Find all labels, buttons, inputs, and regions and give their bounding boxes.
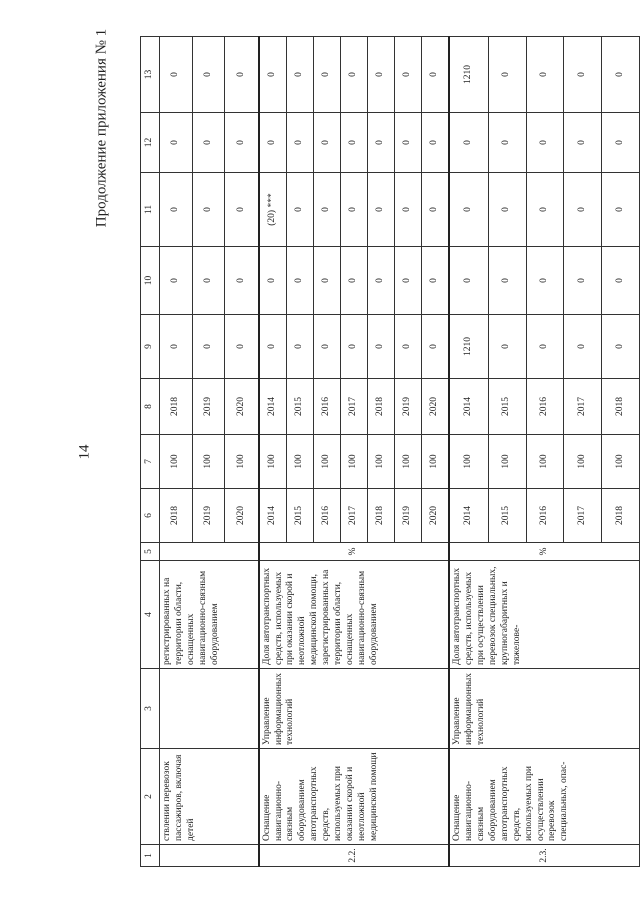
value-cell: 2020 — [422, 489, 450, 543]
col-header: 5 — [141, 543, 160, 561]
value-cell: 2019 — [192, 489, 225, 543]
value-cell: 2017 — [564, 379, 602, 435]
value-cell: 2018 — [160, 489, 193, 543]
table-row — [160, 37, 193, 867]
value-cell: 1210 — [449, 315, 488, 379]
value-cell: 100 — [287, 435, 314, 489]
value-cell: 100 — [395, 435, 422, 489]
value-cell: 2016 — [314, 489, 341, 543]
value-cell: 0 — [225, 315, 259, 379]
value-cell: 0 — [160, 247, 193, 315]
value-cell: 0 — [225, 37, 259, 113]
value-cell: 2018 — [602, 379, 640, 435]
value-cell: 0 — [564, 173, 602, 247]
value-cell: 2020 — [225, 379, 259, 435]
value-cell: 100 — [225, 435, 259, 489]
value-cell: (20) *** — [259, 173, 287, 247]
value-cell: 2018 — [602, 489, 640, 543]
value-cell: 0 — [564, 315, 602, 379]
value-cell: 2018 — [368, 379, 395, 435]
value-cell: 1210 — [449, 37, 488, 113]
value-cell: 0 — [314, 173, 341, 247]
value-cell: 0 — [341, 173, 368, 247]
value-cell: 2015 — [287, 379, 314, 435]
appendix-caption: Продолжение приложения № 1 — [93, 28, 110, 228]
value-cell: 100 — [192, 435, 225, 489]
value-cell: 0 — [259, 113, 287, 173]
value-cell: 0 — [395, 173, 422, 247]
value-cell: 2019 — [395, 489, 422, 543]
value-cell: 0 — [488, 113, 526, 173]
value-cell: 2014 — [449, 489, 488, 543]
value-cell: 0 — [422, 113, 450, 173]
value-cell: 0 — [564, 247, 602, 315]
col-header: 7 — [141, 435, 160, 489]
header-row — [141, 37, 160, 867]
value-cell: 2018 — [368, 489, 395, 543]
value-cell: 0 — [564, 113, 602, 173]
value-cell: 0 — [225, 113, 259, 173]
executor: Управление информационных технологий — [449, 669, 639, 749]
executor — [160, 669, 259, 749]
col-header: 4 — [141, 561, 160, 669]
col-header: 2 — [141, 749, 160, 845]
value-cell: 2016 — [314, 379, 341, 435]
unit: % — [449, 543, 639, 561]
value-cell: 0 — [449, 113, 488, 173]
value-cell: 0 — [422, 315, 450, 379]
value-cell: 2019 — [395, 379, 422, 435]
unit — [160, 543, 259, 561]
value-cell: 0 — [488, 247, 526, 315]
value-cell: 0 — [314, 247, 341, 315]
program-table — [140, 36, 640, 867]
value-cell: 0 — [160, 113, 193, 173]
indicator-name: Доля автотранспортных средств, используемых при осуществлении перевозок специальных, крупногабаритных и тяжелове- — [449, 561, 639, 669]
value-cell: 100 — [422, 435, 450, 489]
value-cell: 0 — [368, 173, 395, 247]
value-cell: 0 — [192, 247, 225, 315]
value-cell: 0 — [287, 113, 314, 173]
value-cell: 0 — [602, 173, 640, 247]
value-cell: 0 — [259, 247, 287, 315]
value-cell: 0 — [287, 37, 314, 113]
value-cell: 0 — [160, 173, 193, 247]
indicator-name: регистрированных на территории области, оснащенных навигационно-связным оборудованием — [160, 561, 259, 669]
value-cell: 0 — [368, 247, 395, 315]
value-cell: 0 — [368, 315, 395, 379]
value-cell: 0 — [526, 37, 564, 113]
row-number: 2.2. — [259, 845, 450, 867]
col-header: 3 — [141, 669, 160, 749]
value-cell: 0 — [488, 315, 526, 379]
value-cell: 0 — [225, 173, 259, 247]
value-cell: 0 — [341, 247, 368, 315]
value-cell: 0 — [192, 173, 225, 247]
value-cell: 0 — [160, 37, 193, 113]
value-cell: 2017 — [564, 489, 602, 543]
table-row — [259, 37, 287, 867]
measure-name: Оснащение навигационно-связным оборудованием автотранспортных средств, используемых при осуществлении перевозок специальных, опас- — [449, 749, 639, 845]
value-cell: 0 — [488, 173, 526, 247]
value-cell: 2019 — [192, 379, 225, 435]
unit: % — [259, 543, 450, 561]
value-cell: 0 — [449, 173, 488, 247]
value-cell: 0 — [287, 315, 314, 379]
value-cell: 0 — [192, 113, 225, 173]
value-cell: 2017 — [341, 379, 368, 435]
executor: Управление информационных технологий — [259, 669, 450, 749]
value-cell: 0 — [259, 37, 287, 113]
value-cell: 2017 — [341, 489, 368, 543]
col-header: 11 — [141, 173, 160, 247]
value-cell: 100 — [341, 435, 368, 489]
value-cell: 2015 — [488, 489, 526, 543]
value-cell: 2014 — [449, 379, 488, 435]
value-cell: 0 — [488, 37, 526, 113]
value-cell: 100 — [259, 435, 287, 489]
value-cell: 0 — [526, 315, 564, 379]
value-cell: 0 — [225, 247, 259, 315]
row-number — [160, 845, 259, 867]
col-header: 13 — [141, 37, 160, 113]
value-cell: 0 — [602, 37, 640, 113]
value-cell: 0 — [341, 315, 368, 379]
rotated-table-wrapper — [140, 37, 640, 867]
col-header: 10 — [141, 247, 160, 315]
value-cell: 100 — [602, 435, 640, 489]
col-header: 6 — [141, 489, 160, 543]
value-cell: 0 — [526, 247, 564, 315]
value-cell: 100 — [449, 435, 488, 489]
value-cell: 0 — [395, 37, 422, 113]
value-cell: 100 — [160, 435, 193, 489]
value-cell: 0 — [395, 315, 422, 379]
value-cell: 0 — [160, 315, 193, 379]
value-cell: 0 — [422, 173, 450, 247]
value-cell: 2016 — [526, 489, 564, 543]
value-cell: 0 — [341, 37, 368, 113]
value-cell: 2014 — [259, 379, 287, 435]
value-cell: 0 — [449, 247, 488, 315]
value-cell: 2018 — [160, 379, 193, 435]
col-header: 1 — [141, 845, 160, 867]
value-cell: 100 — [488, 435, 526, 489]
value-cell: 0 — [602, 315, 640, 379]
value-cell: 0 — [192, 37, 225, 113]
value-cell: 2020 — [225, 489, 259, 543]
value-cell: 0 — [422, 37, 450, 113]
value-cell: 2015 — [287, 489, 314, 543]
value-cell: 2014 — [259, 489, 287, 543]
value-cell: 0 — [314, 37, 341, 113]
page-number: 14 — [76, 444, 93, 460]
value-cell: 0 — [526, 113, 564, 173]
measure-name: Оснащение навигационно-связным оборудованием автотранспортных средств, используемых при оказании скорой и неотложной медицинской помощи — [259, 749, 450, 845]
value-cell: 100 — [526, 435, 564, 489]
value-cell: 0 — [526, 173, 564, 247]
value-cell: 100 — [564, 435, 602, 489]
value-cell: 2015 — [488, 379, 526, 435]
value-cell: 0 — [259, 315, 287, 379]
value-cell: 2020 — [422, 379, 450, 435]
value-cell: 100 — [314, 435, 341, 489]
indicator-name: Доля автотранспортных средств, используемых при оказании скорой и неотложной медицинской помощи, зарегистрированных на территории области, оснащенных навигационно-связным оборудованием — [259, 561, 450, 669]
value-cell: 0 — [314, 315, 341, 379]
value-cell: 0 — [395, 113, 422, 173]
value-cell: 0 — [602, 113, 640, 173]
value-cell: 0 — [564, 37, 602, 113]
value-cell: 0 — [287, 247, 314, 315]
value-cell: 0 — [341, 113, 368, 173]
value-cell: 2016 — [526, 379, 564, 435]
value-cell: 0 — [192, 315, 225, 379]
value-cell: 0 — [602, 247, 640, 315]
value-cell: 0 — [395, 247, 422, 315]
col-header: 8 — [141, 379, 160, 435]
value-cell: 0 — [368, 37, 395, 113]
value-cell: 0 — [314, 113, 341, 173]
row-number: 2.3. — [449, 845, 639, 867]
value-cell: 0 — [422, 247, 450, 315]
col-header: 12 — [141, 113, 160, 173]
table-row — [449, 37, 488, 867]
value-cell: 100 — [368, 435, 395, 489]
col-header: 9 — [141, 315, 160, 379]
value-cell: 0 — [287, 173, 314, 247]
value-cell: 0 — [368, 113, 395, 173]
measure-name: ствлении перевозок пассажиров, включая детей — [160, 749, 259, 845]
